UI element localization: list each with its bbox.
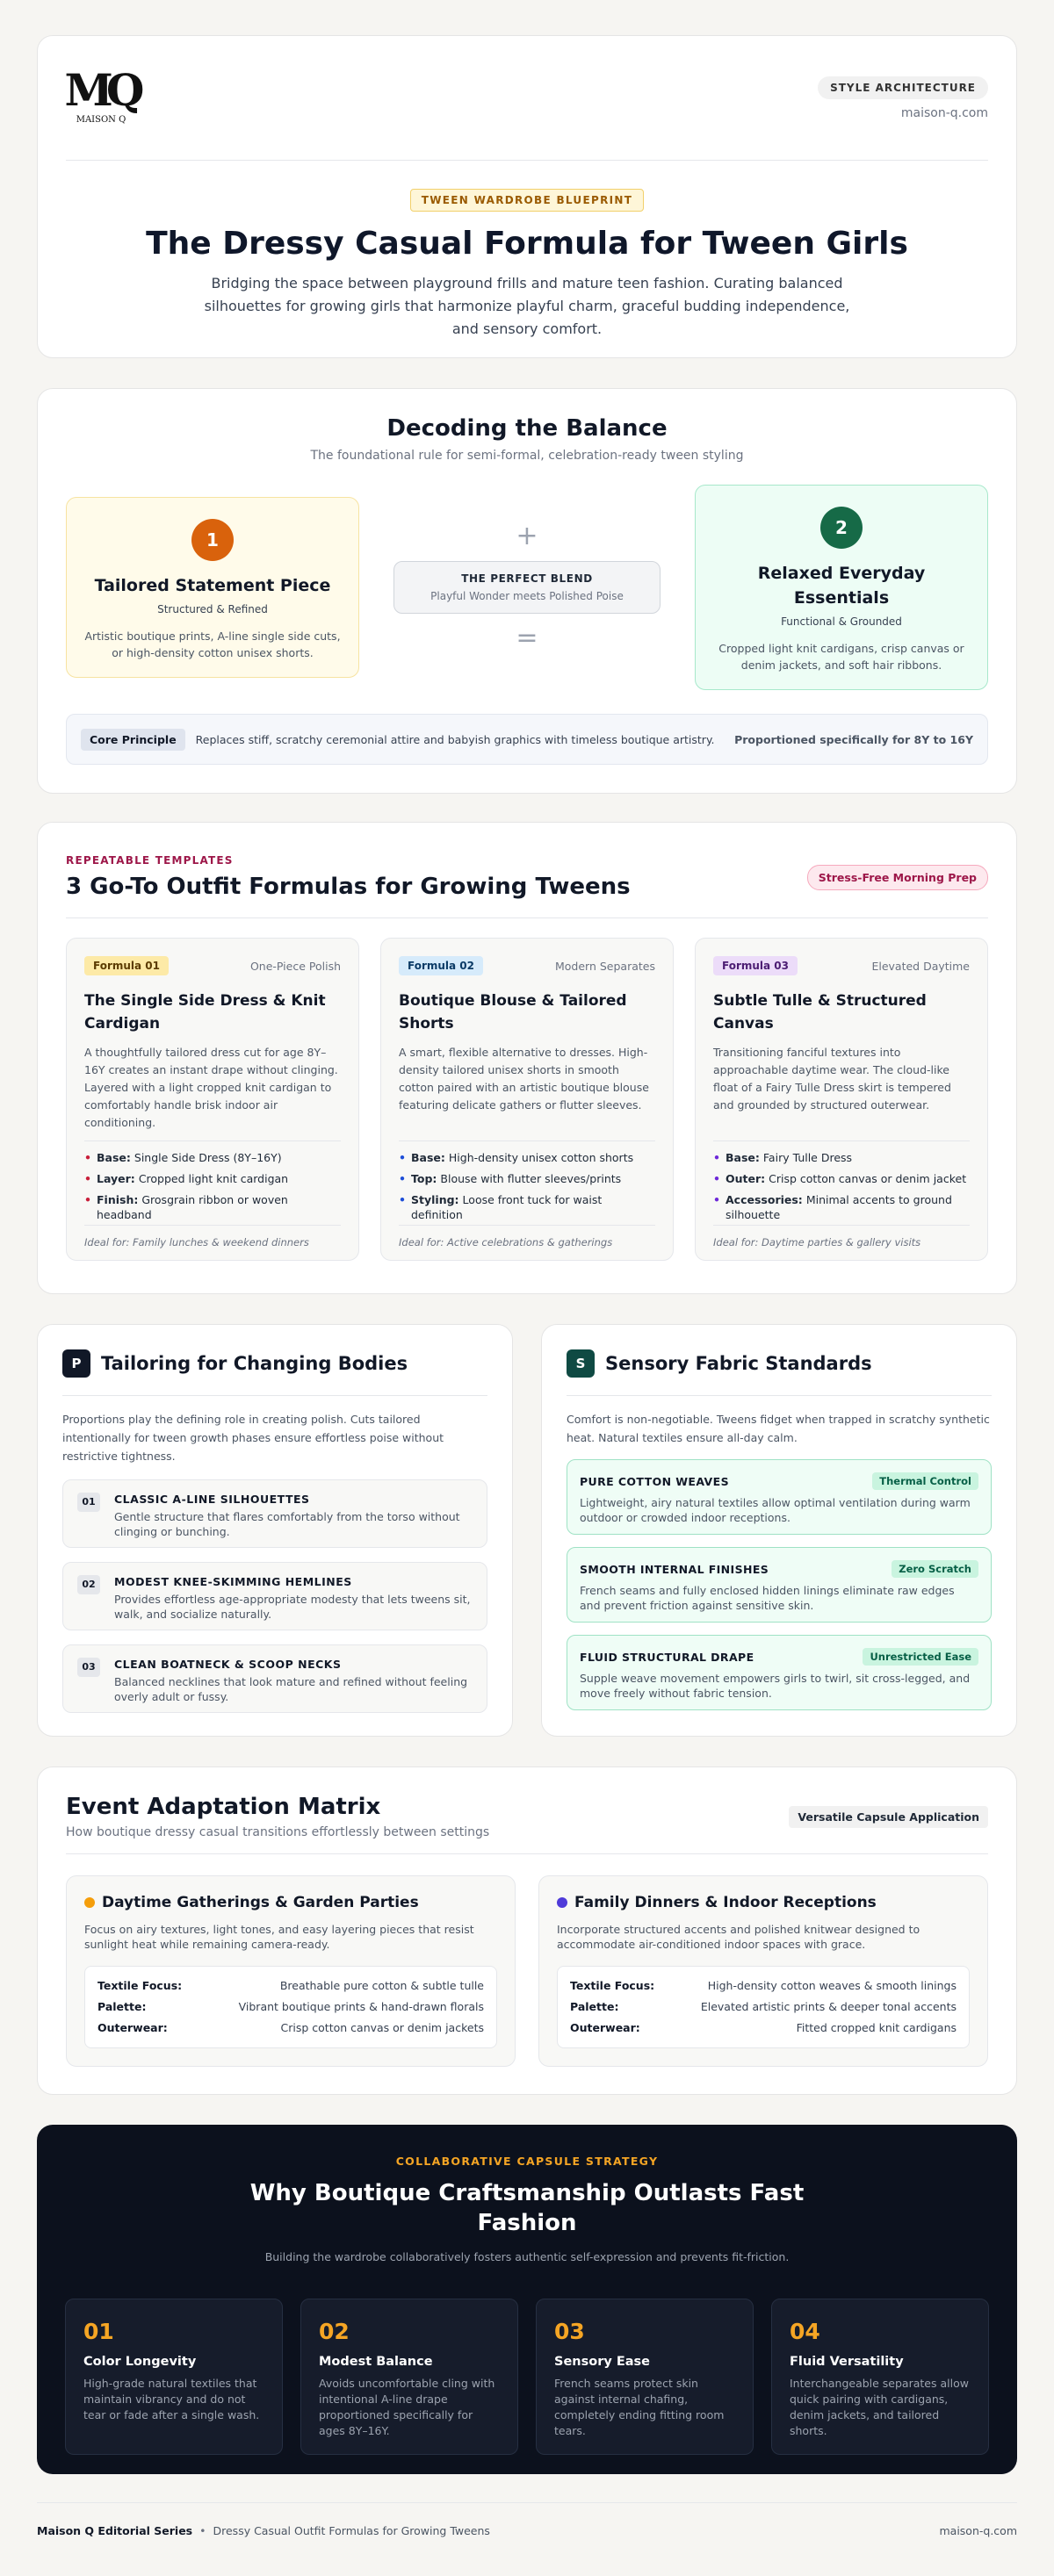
- tailoring-item: [62, 1479, 487, 1548]
- site-url[interactable]: maison-q.com: [900, 106, 988, 120]
- tailoring-list: [62, 1479, 487, 1713]
- formula-card-header: [713, 956, 970, 975]
- event-cards: [66, 1875, 988, 2067]
- list-item: [713, 1192, 970, 1222]
- list-item-label: Top:: [411, 1172, 437, 1185]
- section-title: Decoding the Balance: [386, 415, 668, 442]
- formula-card: [695, 938, 988, 1261]
- list-item-label: Base:: [726, 1151, 760, 1164]
- footer-article: Dressy Casual Outfit Formulas for Growing Tweens: [213, 2524, 490, 2537]
- bullet-icon: •: [713, 1151, 720, 1164]
- item-header: [580, 1560, 978, 1578]
- spec-value: Elevated artistic prints & deeper tonal accents: [700, 2000, 957, 2013]
- section-kicker: COLLABORATIVE CAPSULE STRATEGY: [395, 2155, 659, 2168]
- list-item-text: Minimal accents to ground silhouette: [726, 1193, 952, 1221]
- formula-category: One-Piece Polish: [249, 959, 341, 973]
- benefit-description: High-grade natural textiles that maintain vibrancy and do not tear or fade after a single wash.: [83, 2377, 260, 2421]
- item-title: CLEAN BOATNECK & SCOOP NECKS: [114, 1658, 342, 1671]
- formula-title: The Single Side Dress & Knit Cardigan: [84, 992, 326, 1033]
- spec-row: [97, 1975, 484, 1997]
- benefit-card: [771, 2299, 989, 2455]
- blueprint-badge: TWEEN WARDROBE BLUEPRINT: [410, 189, 644, 212]
- spec-row: [570, 1997, 957, 2018]
- strategy-section: [37, 2125, 1017, 2474]
- event-matrix-section: [37, 1767, 1017, 2095]
- spec-value: Fitted cropped knit cardigans: [796, 2021, 957, 2034]
- list-item-content: [411, 1171, 621, 1186]
- formula-ideal-for: Ideal for: Active celebrations & gatherings: [399, 1225, 655, 1248]
- event-card-header: [84, 1894, 497, 1911]
- section-subtitle: Building the wardrobe collaboratively fosters authentic self-expression and prevents fit-friction.: [264, 2250, 790, 2263]
- hero-meta: [818, 64, 988, 120]
- list-item-text: Single Side Dress (8Y–16Y): [134, 1151, 282, 1164]
- decoding-section: [37, 388, 1017, 794]
- formula-ingredient-list: [399, 1140, 655, 1225]
- formula-title: Boutique Blouse & Tailored Shorts: [399, 992, 627, 1033]
- page-subtitle: Bridging the space between playground frills and mature teen fashion. Curating balanced silhouettes for growing girls that harmonize playful charm, graceful budding independence, and sensory comfort.: [204, 275, 850, 337]
- sensory-letter-icon: S: [567, 1349, 595, 1378]
- spec-label: Outerwear:: [97, 2021, 168, 2034]
- panel-title: Sensory Fabric Standards: [605, 1353, 872, 1374]
- number-circle: 2: [820, 507, 863, 549]
- footer-series: Maison Q Editorial Series: [37, 2524, 193, 2537]
- formula-ideal-for: Ideal for: Family lunches & weekend dinners: [84, 1225, 341, 1248]
- principle-text: Replaces stiff, scratchy ceremonial attire and babyish graphics with timeless boutique artistry.: [195, 732, 715, 746]
- section-subtitle: How boutique dressy casual transitions effortlessly between settings: [66, 1825, 490, 1839]
- event-title: Daytime Gatherings & Garden Parties: [102, 1894, 419, 1911]
- status-dot-icon: [557, 1897, 567, 1908]
- balance-diagram: [66, 486, 988, 689]
- list-item: [84, 1192, 341, 1222]
- benefit-title: Modest Balance: [319, 2355, 433, 2369]
- fabric-standard-item: [567, 1459, 992, 1535]
- benefit-title: Sensory Ease: [554, 2355, 650, 2369]
- hero-card: [37, 35, 1017, 358]
- item-title: FLUID STRUCTURAL DRAPE: [580, 1650, 754, 1664]
- event-spec-table: [84, 1966, 497, 2048]
- benefit-tag: Thermal Control: [872, 1472, 978, 1490]
- benefit-number: 04: [790, 2319, 820, 2344]
- fabric-standard-item: [567, 1635, 992, 1710]
- item-body: [114, 1658, 473, 1703]
- bullet-icon: •: [84, 1172, 91, 1185]
- formula-ingredient-list: [713, 1140, 970, 1225]
- hero-body: [66, 161, 988, 341]
- list-item-label: Base:: [97, 1151, 131, 1164]
- panel-intro: Comfort is non-negotiable. Tweens fidget when trapped in scratchy synthetic heat. Natural textiles ensure all-day calm.: [567, 1413, 990, 1444]
- list-item-text: Blouse with flutter sleeves/prints: [440, 1172, 622, 1185]
- core-principle-bar: [66, 714, 988, 765]
- card-description: Artistic boutique prints, A-line single side cuts, or high-density cotton unisex shorts.: [84, 630, 341, 659]
- logo-monogram: MQ: [64, 64, 138, 116]
- list-item-label: Layer:: [97, 1172, 135, 1185]
- section-title: Why Boutique Craftsmanship Outlasts Fast Fashion: [249, 2180, 805, 2236]
- spec-row: [570, 1975, 957, 1997]
- list-item: [399, 1192, 655, 1222]
- list-item-content: [726, 1171, 966, 1186]
- list-item-content: [97, 1171, 288, 1186]
- item-number: 01: [77, 1493, 100, 1512]
- formula-category: Elevated Daytime: [871, 959, 970, 973]
- item-description: Provides effortless age-appropriate modesty that lets tweens sit, walk, and socialize naturally.: [114, 1593, 471, 1621]
- card-title: Tailored Statement Piece: [94, 576, 331, 595]
- list-item: [84, 1171, 341, 1186]
- list-item: [399, 1150, 655, 1165]
- list-item-content: [726, 1192, 970, 1222]
- card-subtitle: Functional & Grounded: [781, 615, 902, 628]
- formula-description: A smart, flexible alternative to dresses. High-density tailored unisex shorts in smooth cotton paired with an artistic boutique blouse featuring delicate gathers or flutter sleeves.: [399, 1046, 649, 1112]
- spec-label: Palette:: [570, 2000, 619, 2013]
- section-title: 3 Go-To Outfit Formulas for Growing Tweens: [66, 874, 631, 900]
- list-item-label: Base:: [411, 1151, 445, 1164]
- item-header: [580, 1472, 978, 1490]
- spec-value: Vibrant boutique prints & hand-drawn florals: [238, 2000, 484, 2013]
- spec-value: Breathable pure cotton & subtle tulle: [279, 1979, 484, 1992]
- category-pill: STYLE ARCHITECTURE: [818, 76, 988, 99]
- list-item-label: Outer:: [726, 1172, 766, 1185]
- spec-row: [570, 2018, 957, 2039]
- spec-label: Textile Focus:: [97, 1979, 183, 1992]
- item-number: 03: [77, 1658, 100, 1677]
- list-item: [399, 1171, 655, 1186]
- logo-wordmark: MAISON Q: [76, 115, 126, 125]
- list-item-text: Crisp cotton canvas or denim jacket: [769, 1172, 967, 1185]
- event-title: Family Dinners & Indoor Receptions: [574, 1894, 877, 1911]
- spec-label: Outerwear:: [570, 2021, 640, 2034]
- event-card-header: [557, 1894, 970, 1911]
- sensory-list: [567, 1459, 992, 1710]
- formula-tag: Formula 03: [713, 956, 798, 975]
- spec-label: Palette:: [97, 2000, 147, 2013]
- benefit-title: Fluid Versatility: [790, 2355, 904, 2369]
- plus-icon: +: [516, 521, 538, 551]
- item-number: 02: [77, 1575, 100, 1594]
- formula-card-header: [84, 956, 341, 975]
- formula-description: A thoughtfully tailored dress cut for age 8Y–16Y creates an instant drape without clinging. Layered with a light cropped knit cardigan to comfortably handle brisk indoor air conditioning.: [84, 1046, 338, 1129]
- item-title: MODEST KNEE-SKIMMING HEMLINES: [114, 1575, 352, 1588]
- list-item-content: [411, 1192, 655, 1222]
- card-description: Cropped light knit cardigans, crisp canvas or denim jackets, and soft hair ribbons.: [718, 642, 964, 672]
- formula-ingredient-list: [84, 1140, 341, 1225]
- list-item-label: Finish:: [97, 1193, 139, 1206]
- sensory-panel: [541, 1324, 1017, 1737]
- tailoring-letter-icon: P: [62, 1349, 90, 1378]
- panel-intro: Proportions play the defining role in creating polish. Cuts tailored intentionally for tween growth phases ensure effortless poise without restrictive tightness.: [62, 1413, 444, 1463]
- card-title: Relaxed Everyday Essentials: [757, 564, 926, 608]
- formula-cards: [66, 938, 988, 1261]
- bullet-icon: •: [84, 1151, 91, 1164]
- page-title: The Dressy Casual Formula for Tween Girls: [146, 226, 908, 262]
- benefit-tag: Zero Scratch: [892, 1560, 978, 1578]
- age-range-note: Proportioned specifically for 8Y to 16Y: [734, 732, 973, 746]
- item-title: PURE COTTON WEAVES: [580, 1474, 729, 1488]
- section-title: Event Adaptation Matrix: [66, 1794, 381, 1820]
- formula-description: Transitioning fanciful textures into approachable daytime wear. The cloud-like float of a Fairy Tulle Dress skirt is tempered and grounded by structured outerwear.: [713, 1046, 951, 1112]
- perfect-blend-box: [393, 561, 661, 614]
- bullet-icon: •: [399, 1193, 406, 1206]
- blend-subtitle: Playful Wonder meets Polished Poise: [430, 590, 624, 602]
- list-item-text: High-density unisex cotton shorts: [448, 1151, 634, 1164]
- benefit-description: French seams protect skin against internal chafing, completely ending fitting room tears.: [554, 2377, 725, 2437]
- formula-title: Subtle Tulle & Structured Canvas: [713, 992, 927, 1033]
- item-description: Lightweight, airy natural textiles allow optimal ventilation during warm outdoor or crowded indoor receptions.: [580, 1496, 971, 1524]
- list-item: [713, 1171, 970, 1186]
- spec-label: Textile Focus:: [570, 1979, 655, 1992]
- bullet-icon: •: [399, 1172, 406, 1185]
- list-item-content: [726, 1150, 852, 1165]
- event-description: Incorporate structured accents and polished knitwear designed to accommodate air-conditioned indoor spaces with grace.: [557, 1923, 920, 1951]
- benefit-tag: Unrestricted Ease: [863, 1648, 978, 1666]
- brand-logo[interactable]: [66, 64, 136, 125]
- principle-tag: Core Principle: [81, 729, 185, 751]
- list-item-content: [411, 1150, 633, 1165]
- bullet-icon: •: [713, 1193, 720, 1206]
- benefit-card: [65, 2299, 283, 2455]
- formula-tag: Formula 02: [399, 956, 483, 975]
- formula-card: [380, 938, 674, 1261]
- item-description: Balanced necklines that look mature and refined without feeling overly adult or fussy.: [114, 1675, 468, 1703]
- item-title: SMOOTH INTERNAL FINISHES: [580, 1562, 769, 1576]
- formulas-section: [37, 822, 1017, 1294]
- divider: [66, 917, 988, 918]
- footer-separator: •: [199, 2524, 206, 2537]
- item-description: French seams and fully enclosed hidden linings eliminate raw edges and prevent friction against sensitive skin.: [580, 1584, 955, 1612]
- panel-title: Tailoring for Changing Bodies: [101, 1353, 408, 1374]
- bullet-icon: •: [399, 1151, 406, 1164]
- spec-row: [97, 1997, 484, 2018]
- page-footer: [37, 2502, 1017, 2537]
- event-card: [66, 1875, 516, 2067]
- list-item: [713, 1150, 970, 1165]
- benefit-card: [300, 2299, 518, 2455]
- benefit-number: 03: [554, 2319, 585, 2344]
- morning-prep-pill: Stress-Free Morning Prep: [807, 865, 988, 890]
- list-item-label: Accessories:: [726, 1193, 803, 1206]
- item-header: [580, 1648, 978, 1666]
- formula-card: [66, 938, 359, 1261]
- everyday-essentials-card: [695, 485, 988, 690]
- capsule-pill: Versatile Capsule Application: [789, 1806, 988, 1828]
- blend-title: THE PERFECT BLEND: [461, 572, 593, 585]
- tailoring-item: [62, 1562, 487, 1630]
- event-spec-table: [557, 1966, 970, 2048]
- spec-value: High-density cotton weaves & smooth linings: [707, 1979, 957, 1992]
- number-circle: 1: [191, 519, 234, 561]
- item-description: Gentle structure that flares comfortably from the torso without clinging or bunching.: [114, 1510, 460, 1538]
- spec-row: [97, 2018, 484, 2039]
- section-subtitle: The foundational rule for semi-formal, celebration-ready tween styling: [310, 449, 744, 463]
- equals-icon: =: [516, 622, 538, 653]
- guidance-columns: [37, 1324, 1017, 1737]
- tailoring-panel: [37, 1324, 513, 1737]
- list-item-text: Cropped light knit cardigan: [138, 1172, 289, 1185]
- item-body: [114, 1493, 473, 1538]
- spec-value: Crisp cotton canvas or denim jackets: [280, 2021, 484, 2034]
- hero-header: [66, 64, 988, 161]
- section-kicker: REPEATABLE TEMPLATES: [66, 854, 234, 867]
- benefit-description: Avoids uncomfortable cling with intentional A-line drape proportioned specifically for ages 8Y–16Y.: [319, 2377, 495, 2437]
- status-dot-icon: [84, 1897, 95, 1908]
- benefit-number: 02: [319, 2319, 350, 2344]
- list-item-text: Fairy Tulle Dress: [762, 1151, 853, 1164]
- benefit-number: 01: [83, 2319, 114, 2344]
- benefit-title: Color Longevity: [83, 2355, 197, 2369]
- bullet-icon: •: [713, 1172, 720, 1185]
- benefit-card: [536, 2299, 754, 2455]
- list-item-content: [97, 1150, 282, 1165]
- blend-column: [393, 521, 661, 654]
- formula-ideal-for: Ideal for: Daytime parties & gallery visits: [713, 1225, 970, 1248]
- statement-piece-card: [66, 497, 359, 678]
- item-body: [114, 1575, 473, 1621]
- event-card: [538, 1875, 988, 2067]
- list-item-text: Grosgrain ribbon or woven headband: [97, 1193, 288, 1221]
- formula-card-header: [399, 956, 655, 975]
- item-description: Supple weave movement empowers girls to twirl, sit cross-legged, and move freely without fabric tension.: [580, 1672, 971, 1700]
- item-title: CLASSIC A-LINE SILHOUETTES: [114, 1493, 310, 1506]
- benefit-cards: [65, 2299, 989, 2455]
- event-description: Focus on airy textures, light tones, and easy layering pieces that resist sunlight heat while remaining camera-ready.: [84, 1923, 474, 1951]
- fabric-standard-item: [567, 1547, 992, 1623]
- list-item-text: Loose front tuck for waist definition: [411, 1193, 603, 1221]
- benefit-description: Interchangeable separates allow quick pairing with cardigans, denim jackets, and tailored shorts.: [790, 2377, 969, 2437]
- tailoring-item: [62, 1644, 487, 1713]
- list-item-content: [97, 1192, 341, 1222]
- footer-url[interactable]: maison-q.com: [939, 2524, 1017, 2537]
- bullet-icon: •: [84, 1193, 91, 1206]
- formula-category: Modern Separates: [555, 959, 655, 973]
- card-subtitle: Structured & Refined: [157, 603, 268, 615]
- formula-tag: Formula 01: [84, 956, 169, 975]
- list-item: [84, 1150, 341, 1165]
- list-item-label: Styling:: [411, 1193, 459, 1206]
